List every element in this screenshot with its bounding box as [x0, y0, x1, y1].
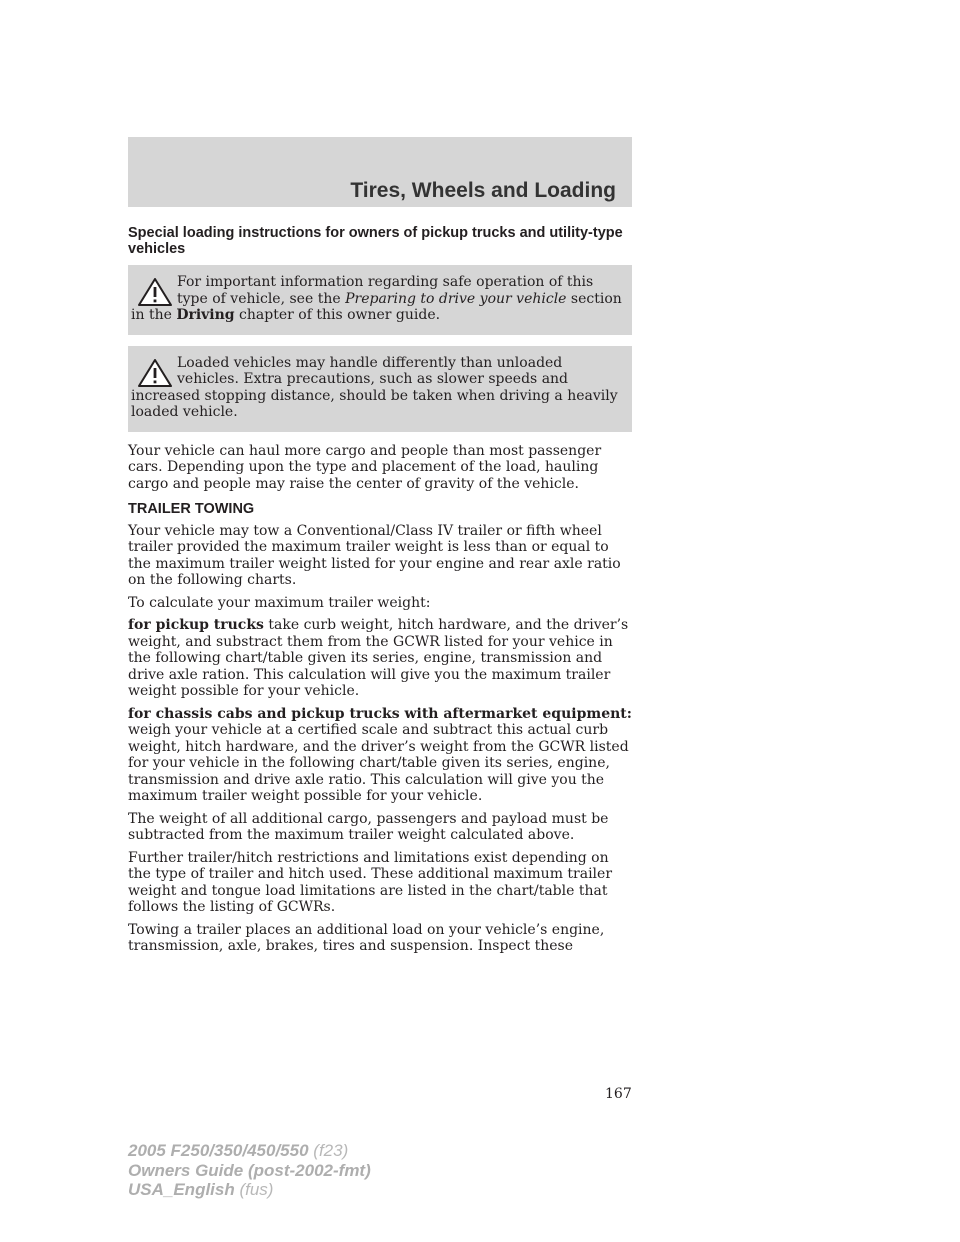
warning-text: Loaded vehicles may handle differently than unloaded vehicles. Extra precautions, such as slower speeds and increased stopping distance, should be taken when driving a heavily loaded vehicle. [131, 354, 618, 420]
footer [128, 1141, 371, 1200]
body-paragraph: Further trailer/hitch restrictions and limitations exist depending on the type of trailer and hitch used. These additional maximum trailer weight and tongue load limitations are listed in the chart/table that follows the listing of GCWRs. [128, 849, 613, 915]
warning-triangle-icon [137, 277, 173, 307]
body-paragraph: Towing a trailer places an additional load on your vehicle’s engine, transmission, axle, brakes, tires and suspension. Inspect these [128, 921, 605, 954]
warning-box [128, 346, 632, 432]
lead-text: for pickup trucks [128, 617, 264, 633]
lead-text: for chassis cabs and pickup trucks with aftermarket equipment: [128, 705, 632, 722]
section-heading: TRAILER TOWING [128, 501, 255, 517]
section-title: Special loading instructions for owners of pickup trucks and utility-type vehicles [128, 225, 623, 257]
emphasis-text: Preparing to drive your vehicle [345, 290, 567, 307]
body-paragraph: for pickup trucks take curb weight, hitch hardware, and the driver’s weight, and substract them from the GCWR listed for your vehice in the following chart/table given its series, engine, transmission and drive axle ration. This calculation will give you the maximum trailer weight possible for your vehicle. [128, 617, 629, 699]
body-paragraph: The weight of all additional cargo, passengers and payload must be subtracted from the maximum trailer weight calculated above. [128, 810, 609, 843]
body-paragraph: To calculate your maximum trailer weight: [128, 594, 431, 611]
warning-text: For important information regarding safe operation of this type of vehicle, see the Preparing to drive your vehicle section in the Driving chapter of this owner guide. [131, 274, 622, 323]
header-band [128, 137, 632, 207]
warning-box [128, 265, 632, 335]
page-number: 167 [605, 1086, 632, 1102]
body-paragraph: Your vehicle can haul more cargo and people than most passenger cars. Depending upon the type and placement of the load, hauling cargo and people may raise the center of gravity of the vehicle. [128, 442, 602, 492]
footer-line: Owners Guide (post-2002-fmt) [128, 1160, 371, 1180]
warning-triangle-icon [137, 358, 173, 388]
page-content [128, 225, 632, 961]
footer-line: 2005 F250/350/450/550 (f23) [128, 1141, 349, 1160]
strong-text: Driving [176, 307, 235, 323]
body-paragraph: Your vehicle may tow a Conventional/Class IV trailer or fifth wheel trailer provided the maximum trailer weight is less than or equal to the maximum trailer weight listed for your engine and rear axle ratio on the following charts. [128, 522, 621, 588]
chapter-title: Tires, Wheels and Loading [350, 179, 616, 202]
body-paragraph: for chassis cabs and pickup trucks with aftermarket equipment: weigh your vehicle at a certified scale and subtract this actual curb weight, hitch hardware, and the driver’s weight from the GCWR listed for your vehicle in the following chart/table given its series, engine, transmission and drive axle ratio. This calculation will give you the maximum trailer weight possible for your vehicle. [128, 705, 632, 804]
footer-line: USA_English (fus) [128, 1180, 274, 1199]
